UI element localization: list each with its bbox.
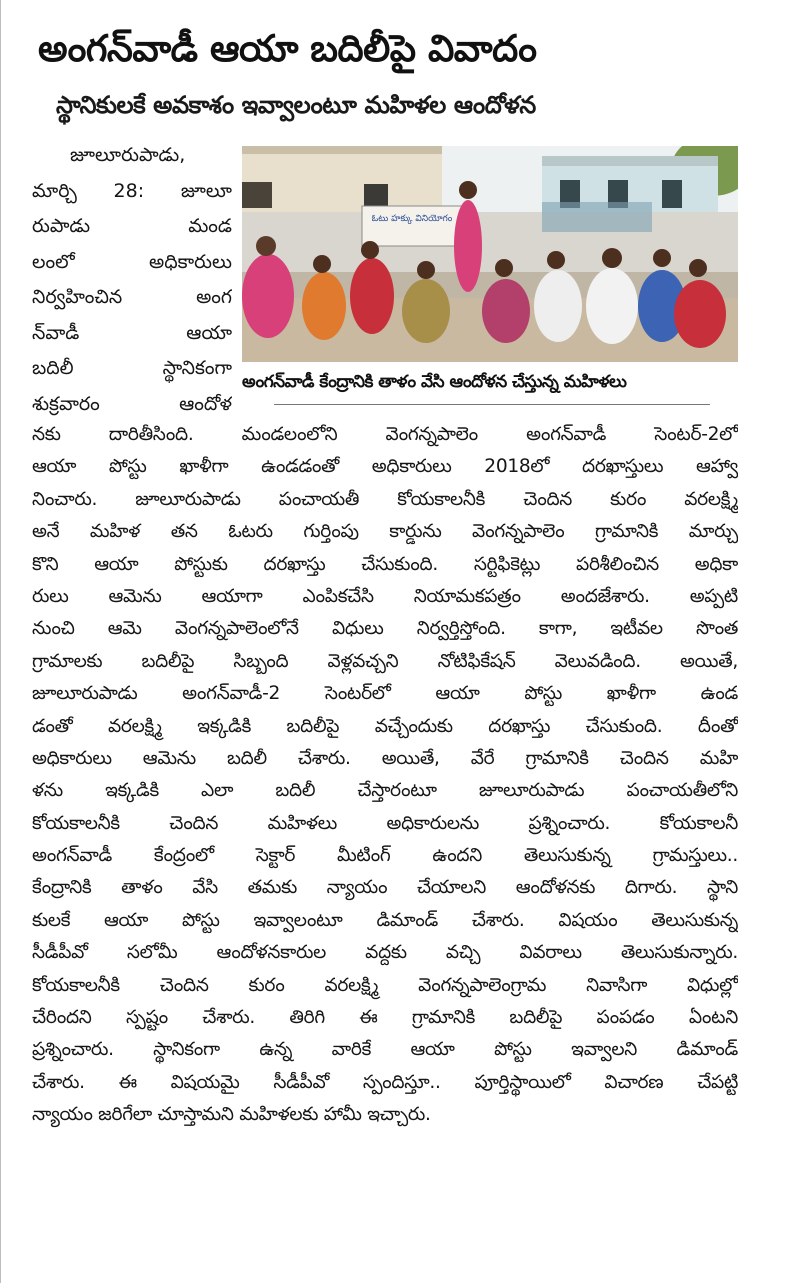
intro-line: న్‌వాడీ ఆయా <box>32 321 232 344</box>
intro-line: బదిలీ స్థానికంగా <box>32 357 232 379</box>
body-line: నుంచి ఆమె వెంగన్నపాలెంలోనే విధులు నిర్వర్తిస్తోంది. కాగా, ఇటీవల సొంత <box>32 618 738 640</box>
body-line: రులు ఆమెను ఆయాగా ఎంపికచేసి నియామకపత్రం అందజేశారు. అప్పటి <box>32 585 738 607</box>
photo-sign-board <box>362 206 462 246</box>
article-body <box>32 419 738 1132</box>
body-line: కులకే ఆయా పోస్టు ఇవ్వాలంటూ డిమాండ్ చేశారు. విషయం తెలుసుకున్న <box>32 909 738 931</box>
intro-line: నిర్వహించిన అంగ <box>32 286 232 308</box>
body-line: నించారు. జూలూరుపాడు పంచాయతీ కోయకాలనీకి చెందిన కురం వరలక్ష్మి <box>32 488 738 510</box>
body-line: అధికారులు ఆమెను బదిలీ చేశారు. అయితే, వేరే గ్రామానికి చెందిన మహి <box>32 747 738 769</box>
body-line: న్యాయం జరిగేలా చూస్తామని మహిళలకు హామీ ఇచ్చారు. <box>32 1104 431 1126</box>
protest-photo-illustration <box>242 146 738 362</box>
body-line: సీడీపీవో సలోమీ ఆందోళనకారుల వద్దకు వచ్చి వివరాలు తెలుసుకున్నారు. <box>32 942 738 964</box>
photo-caption: అంగన్‌వాడీ కేంద్రానికి తాళం వేసి ఆందోళన చేస్తున్న మహిళలు <box>242 372 627 392</box>
body-line: కోయకాలనీకి చెందిన కురం వరలక్ష్మి వెంగన్నపాలెంగ్రామ నివాసిగా విధుల్లో <box>32 974 738 996</box>
page-edge-rule <box>0 0 1 1283</box>
body-line: జూలూరుపాడు అంగన్‌వాడీ-2 సెంటర్‌లో ఆయా పోస్టు ఖాళీగా ఉండ <box>32 683 738 705</box>
photo-sign-text: ఓటు హక్కు వినియోగం <box>371 214 453 224</box>
article-headline: అంగన్‌వాడీ ఆయా బదిలీపై వివాదం <box>38 27 537 70</box>
intro-line: లంలో అధికారులు <box>32 250 232 273</box>
body-line: ళను ఇక్కడికి ఎలా బదిలీ చేస్తారంటూ జూలూరుపాడు పంచాయతీలోని <box>32 780 738 802</box>
intro-line: శుక్రవారం ఆందోళ <box>32 392 232 415</box>
article-photo <box>242 146 738 362</box>
intro-line: మార్చి 28: జూలూ <box>32 179 232 202</box>
body-line: నకు దారితీసింది. మండలంలోని వెంగన్నపాలెం అంగన్‌వాడీ సెంటర్-2లో <box>32 424 738 445</box>
caption-divider <box>274 404 710 405</box>
body-line: కేంద్రానికి తాళం వేసి తమకు న్యాయం చేయాలని ఆందోళనకు దిగారు. స్థాని <box>32 877 738 899</box>
body-line: డంతో వరలక్ష్మి ఇక్కడికి బదిలీపై వచ్చేందుకు దరఖాస్తు చేసుకుంది. దీంతో <box>32 715 738 737</box>
body-line: ప్రశ్నించారు. స్థానికంగా ఉన్న వారికే ఆయా పోస్టు ఇవ్వాలని డిమాండ్ <box>32 1039 738 1061</box>
body-line: చేశారు. ఈ విషయమై సీడీపీవో స్పందిస్తూ.. పూర్తిస్థాయిలో విచారణ చేపట్టి <box>32 1071 738 1093</box>
body-line: కోయకాలనీకి చెందిన మహిళలు అధికారులను ప్రశ్నించారు. కోయకాలనీ <box>32 812 738 834</box>
body-line: అంగన్‌వాడీ కేంద్రంలో సెక్టార్ మీటింగ్ ఉందని తెలుసుకున్న గ్రామస్తులు.. <box>32 845 738 867</box>
article-subheadline: స్థానికులకే అవకాశం ఇవ్వాలంటూ మహిళల ఆందోళన <box>56 91 536 119</box>
intro-line: జూలూరుపాడు, <box>70 144 186 166</box>
body-line: గ్రామాలకు బదిలీపై సిబ్బంది వెళ్లవచ్చని నోటిఫికేషన్ వెలువడింది. అయితే, <box>32 650 738 672</box>
intro-column <box>32 138 232 422</box>
body-line: ఆయా పోస్టు ఖాళీగా ఉండడంతో అధికారులు 2018లో దరఖాస్తులు ఆహ్వా <box>32 456 738 478</box>
intro-line: రుపాడు మండ <box>32 215 232 237</box>
body-line: కొని ఆయా పోస్టుకు దరఖాస్తు చేసుకుంది. సర్టిఫికెట్లు పరిశీలించిన అధికా <box>32 553 738 575</box>
body-line: అనే మహిళ తన ఓటరు గుర్తింపు కార్డును వెంగన్నపాలెం గ్రామానికి మార్చు <box>32 521 738 543</box>
body-line: చేరిందని స్పష్టం చేశారు. తిరిగి ఈ గ్రామానికి బదిలీపై పంపడం ఏంటని <box>32 1007 738 1029</box>
